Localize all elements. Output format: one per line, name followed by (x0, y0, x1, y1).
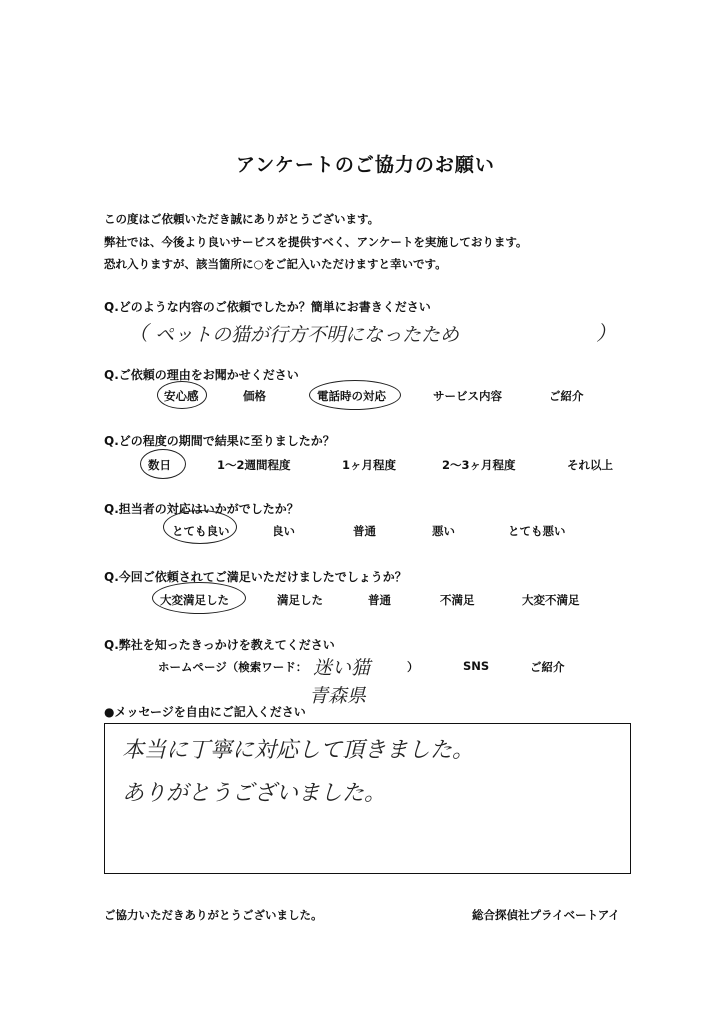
question-2: Q.ご依頼の理由をお聞かせください (104, 368, 299, 382)
message-heading: ●メッセージを自由にご記入ください (104, 705, 306, 719)
q2-selected-circle-2 (309, 380, 401, 410)
message-line-2: ありがとうございました。 (122, 781, 387, 806)
footer-company: 総合探偵社プライベートアイ (472, 908, 620, 922)
q5-option-normal[interactable]: 普通 (368, 593, 391, 607)
q2-option-phone-response[interactable]: 電話時の対応 (317, 389, 386, 403)
q6-search-word-1[interactable]: 迷い猫 (313, 657, 371, 679)
q3-option-1-month[interactable]: 1ヶ月程度 (342, 458, 397, 472)
question-1: Q.どのような内容のご依頼でしたか？簡単にお書きください (104, 300, 431, 314)
footer-thanks: ご協力いただきありがとうございました。 (104, 908, 323, 922)
question-6: Q.弊社を知ったきっかけを教えてください (104, 638, 335, 652)
page-title: アンケートのご協力のお願い (236, 154, 495, 176)
intro-line-3: 恐れ入りますが、該当箇所に○をご記入いただけますと幸いです。 (104, 257, 447, 271)
question-5: Q.今回ご依頼されてご満足いただけましたでしょうか？ (104, 570, 407, 584)
q4-option-normal[interactable]: 普通 (353, 524, 376, 538)
q6-search-word-2[interactable]: 青森県 (309, 685, 367, 707)
q1-close-paren: ） (596, 321, 616, 345)
q5-option-very-satisfied[interactable]: 大変満足した (160, 593, 229, 607)
q2-option-service-content[interactable]: サービス内容 (433, 389, 502, 403)
question-3: Q.どの程度の期間で結果に至りましたか？ (104, 434, 335, 448)
q2-option-referral[interactable]: ご紹介 (549, 389, 584, 403)
q5-option-dissatisfied[interactable]: 不満足 (440, 593, 475, 607)
q6-homepage-close-paren: ） (407, 660, 419, 674)
q3-option-more[interactable]: それ以上 (567, 458, 613, 472)
q2-option-price[interactable]: 価格 (243, 389, 266, 403)
q4-option-very-bad[interactable]: とても悪い (508, 524, 566, 538)
q6-option-referral[interactable]: ご紹介 (530, 660, 565, 674)
q1-handwritten-answer[interactable]: ペットの猫が行方不明になったため (155, 324, 460, 346)
message-line-1: 本当に丁寧に対応して頂きました。 (122, 738, 475, 763)
q5-option-satisfied[interactable]: 満足した (277, 593, 323, 607)
q1-open-paren: （ (128, 321, 148, 345)
q3-selected-circle (140, 449, 186, 479)
q4-option-very-good[interactable]: とても良い (172, 524, 230, 538)
q3-option-1-2-weeks[interactable]: 1～2週間程度 (217, 458, 291, 472)
q3-option-few-days[interactable]: 数日 (148, 458, 171, 472)
q5-selected-circle (152, 582, 246, 614)
intro-line-1: この度はご依頼いただき誠にありがとうございます。 (104, 212, 380, 226)
q6-option-homepage[interactable]: ホームページ（検索ワード： (158, 660, 308, 674)
intro-line-2: 弊社では、今後より良いサービスを提供すべく、アンケートを実施しております。 (104, 235, 528, 249)
q2-option-anshinkan[interactable]: 安心感 (164, 389, 199, 403)
question-4: Q.担当者の対応はいかがでしたか？ (104, 502, 299, 516)
q4-option-good[interactable]: 良い (272, 524, 295, 538)
q2-selected-circle-1 (157, 381, 207, 409)
q6-option-sns[interactable]: SNS (463, 659, 490, 673)
q4-option-bad[interactable]: 悪い (432, 524, 455, 538)
q4-selected-circle (163, 510, 237, 544)
q3-option-2-3-months[interactable]: 2～3ヶ月程度 (442, 458, 516, 472)
q5-option-very-dissatisfied[interactable]: 大変不満足 (522, 593, 580, 607)
